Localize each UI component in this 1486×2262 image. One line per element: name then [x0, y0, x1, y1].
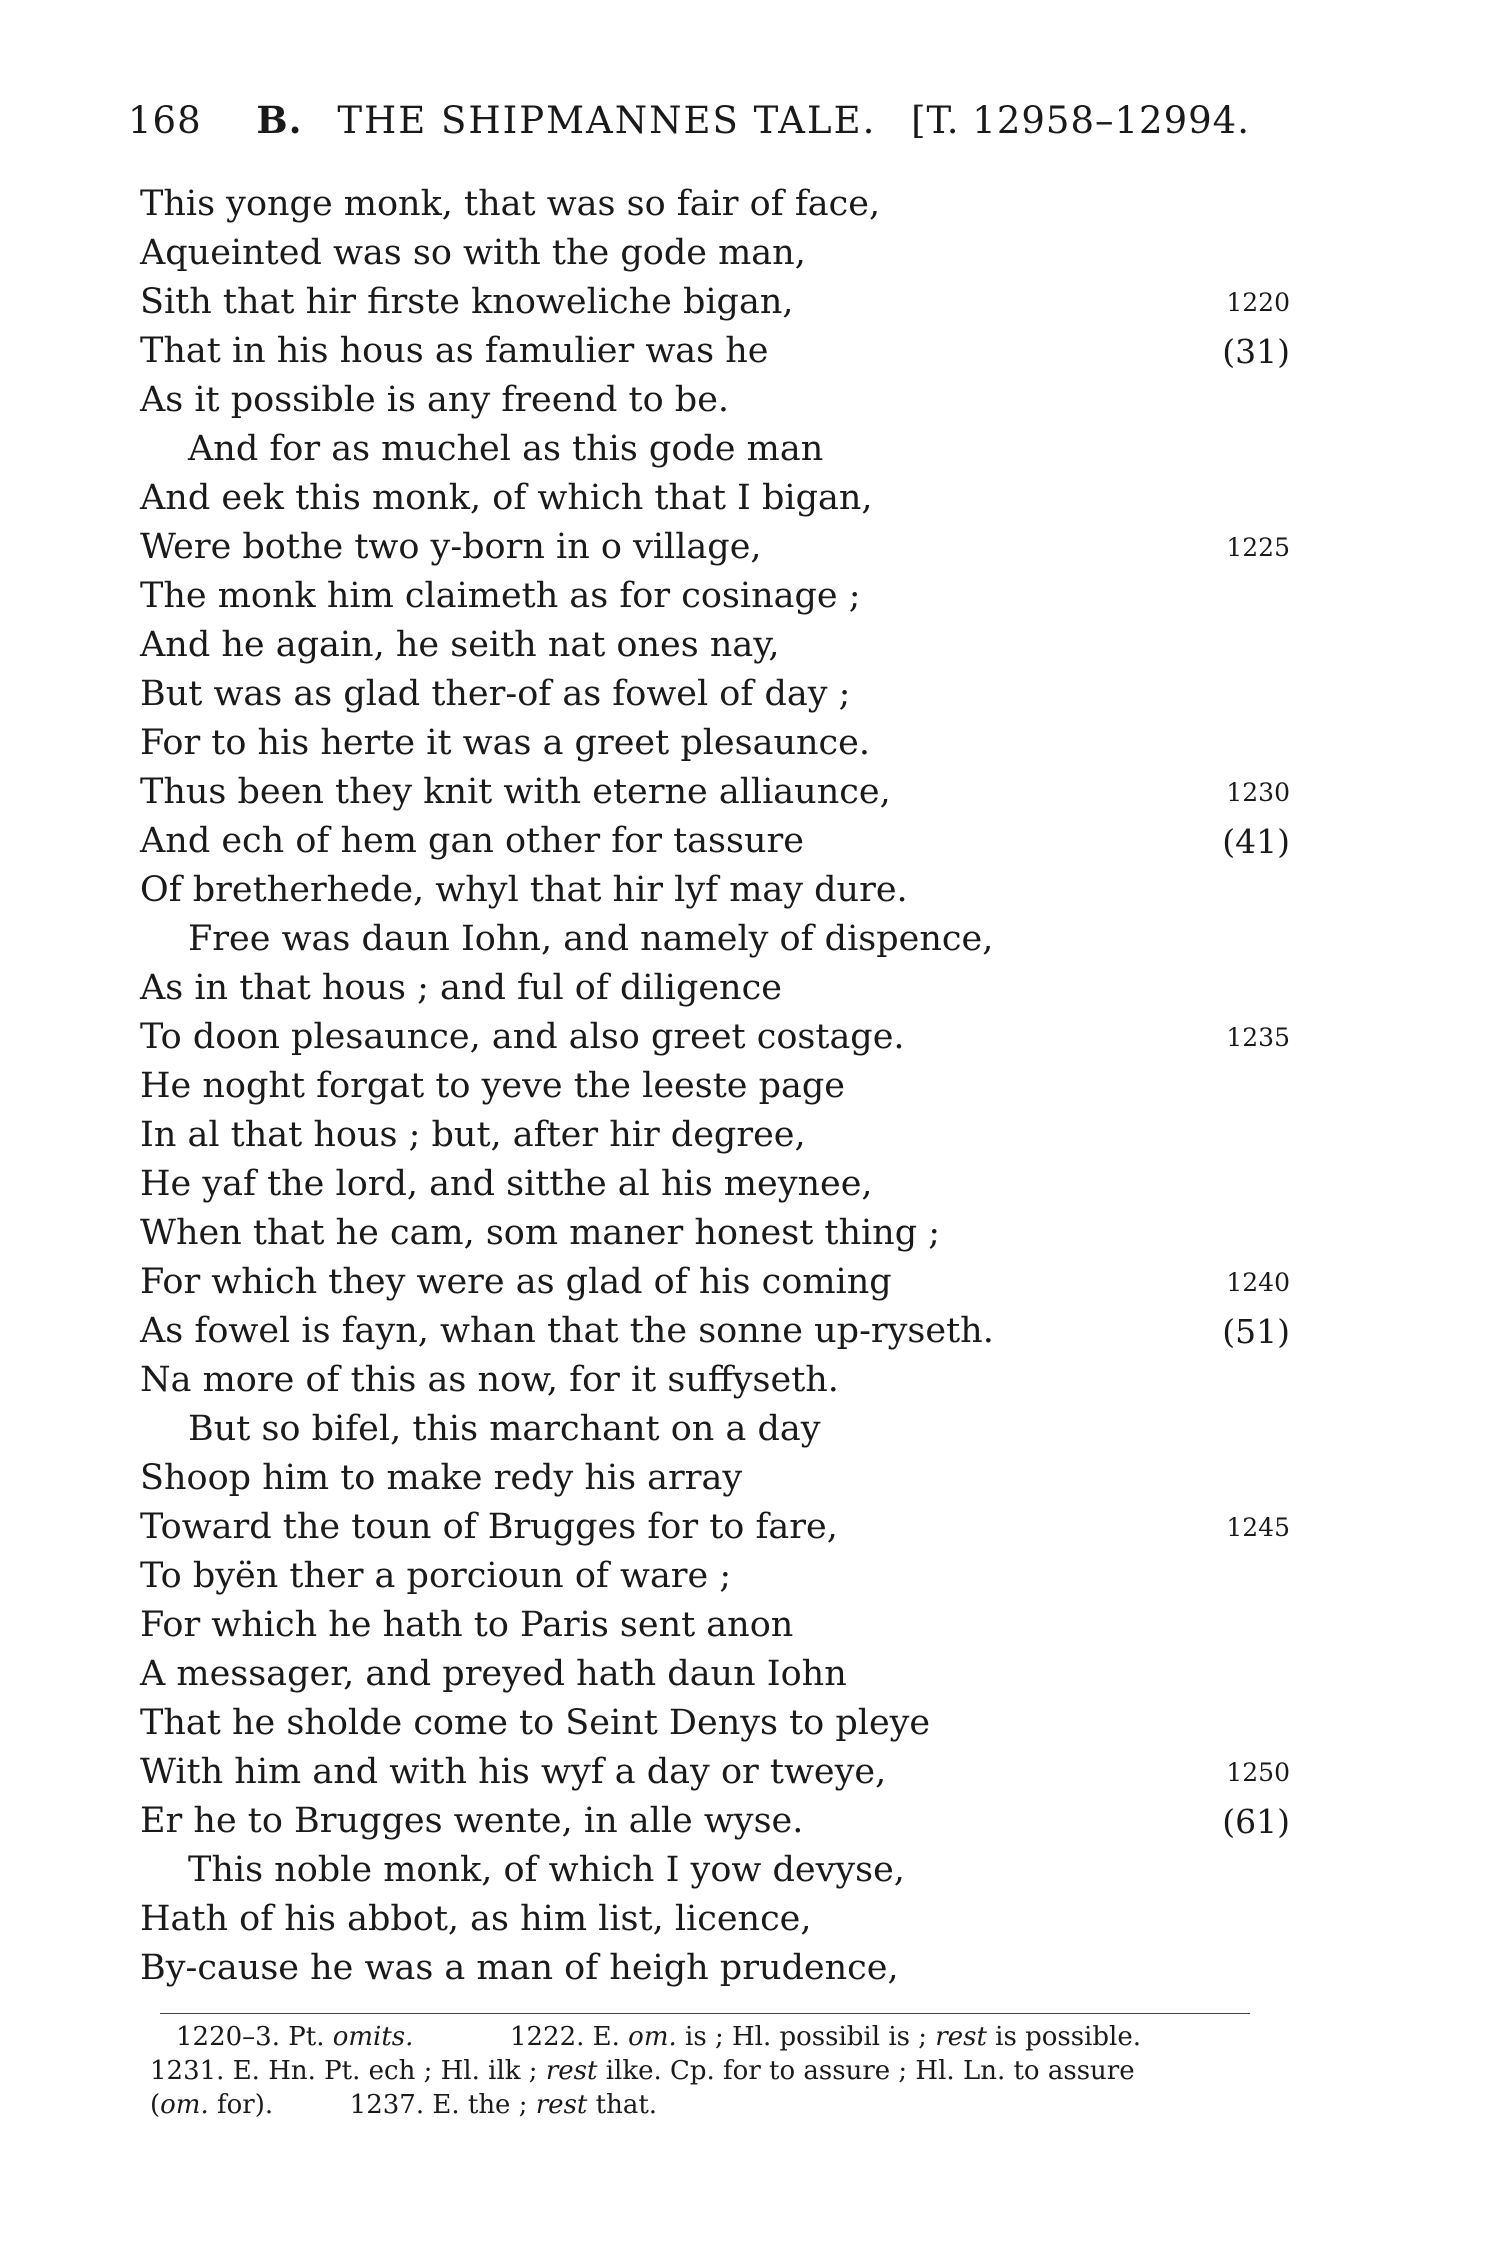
verse-text: When that he cam, som maner honest thing ;	[140, 1213, 941, 1253]
verse-line	[140, 278, 1290, 327]
note-ref: 1220–3.	[176, 2022, 280, 2052]
note-ref: 1231.	[150, 2056, 225, 2086]
line-number: 1250	[1226, 1758, 1290, 1787]
bracket-line-number: (51)	[1222, 1312, 1290, 1351]
verse-text: To byën ther a porcioun of ware ;	[140, 1556, 732, 1596]
running-header	[128, 98, 1268, 142]
verse-text: Shoop him to make redy his array	[140, 1458, 743, 1498]
verse-line	[140, 1405, 1290, 1454]
verse-text: This noble monk, of which I yow devyse,	[188, 1850, 905, 1890]
line-number: 1225	[1226, 533, 1290, 562]
verse-line	[140, 1454, 1290, 1503]
verse-line	[140, 425, 1290, 474]
verse-text: The monk him claimeth as for cosinage ;	[140, 576, 861, 616]
verse-line	[140, 327, 1290, 376]
section-letter: B.	[256, 98, 303, 142]
verse-line	[140, 621, 1290, 670]
verse-text: And for as muchel as this gode man	[188, 429, 824, 469]
verse-line	[140, 1944, 1290, 1993]
verse-text: With him and with his wyf a day or tweye,	[140, 1752, 887, 1792]
verse-line	[140, 1062, 1290, 1111]
poem-text	[140, 180, 1290, 1993]
verse-line	[140, 1356, 1290, 1405]
verse-line	[140, 1699, 1290, 1748]
note-text: is ; Hl. possibil is ;	[685, 2022, 928, 2052]
line-number: 1230	[1226, 778, 1290, 807]
verse-text: That he sholde come to Seint Denys to pleye	[140, 1703, 931, 1743]
verse-line	[140, 1013, 1290, 1062]
verse-line	[140, 964, 1290, 1013]
note-text: (	[150, 2090, 161, 2120]
verse-line	[140, 1601, 1290, 1650]
footnotes	[150, 2020, 1270, 2122]
verse-text: Er he to Brugges wente, in alle wyse.	[140, 1801, 804, 1841]
verse-line	[140, 1552, 1290, 1601]
verse-text: Free was daun Iohn, and namely of dispence,	[188, 919, 994, 959]
verse-line	[140, 1209, 1290, 1258]
footnote-line	[150, 2088, 1270, 2122]
line-number: 1220	[1226, 288, 1290, 317]
verse-text: But was as glad ther-of as fowel of day ;	[140, 674, 851, 714]
verse-text: As it possible is any freend to be.	[140, 380, 730, 420]
verse-text: And ech of hem gan other for tassure	[140, 821, 804, 861]
verse-line	[140, 1160, 1290, 1209]
verse-line	[140, 817, 1290, 866]
note-italic: rest	[935, 2022, 987, 2052]
note-text: is possible.	[995, 2022, 1141, 2052]
verse-text: For which they were as glad of his coming	[140, 1262, 892, 1302]
verse-text: This yonge monk, that was so fair of face,	[140, 184, 881, 224]
verse-line	[140, 376, 1290, 425]
verse-text: He yaf the lord, and sitthe al his meynee,	[140, 1164, 873, 1204]
verse-text: Aqueinted was so with the gode man,	[140, 233, 806, 273]
verse-line	[140, 474, 1290, 523]
verse-text: In al that hous ; but, after hir degree,	[140, 1115, 806, 1155]
note-text: Pt.	[288, 2022, 325, 2052]
verse-line	[140, 1111, 1290, 1160]
bracket-line-number: (41)	[1222, 822, 1290, 861]
verse-text: As fowel is fayn, whan that the sonne up-ryseth.	[140, 1311, 994, 1351]
verse-text: A messager, and preyed hath daun Iohn	[140, 1654, 847, 1694]
verse-text: That in his hous as famulier was he	[140, 331, 769, 371]
verse-line	[140, 572, 1290, 621]
verse-line	[140, 1258, 1290, 1307]
verse-text: And he again, he seith nat ones nay,	[140, 625, 780, 665]
verse-line	[140, 1895, 1290, 1944]
note-italic: rest	[535, 2090, 588, 2120]
verse-line	[140, 866, 1290, 915]
verse-text: But so bifel, this marchant on a day	[188, 1409, 821, 1449]
note-text: E. the ;	[432, 2090, 528, 2120]
footnote-line	[150, 2054, 1270, 2088]
footnote-rule	[160, 2013, 1250, 2014]
verse-text: As in that hous ; and ful of diligence	[140, 968, 782, 1008]
verse-line	[140, 719, 1290, 768]
note-italic: rest	[545, 2056, 598, 2086]
verse-text: Hath of his abbot, as him list, licence,	[140, 1899, 812, 1939]
note-italic: om.	[160, 2090, 209, 2120]
page-number: 168	[128, 99, 202, 142]
note-text: E. Hn. Pt. ech ; Hl. ilk ;	[232, 2056, 538, 2086]
verse-text: He noght forgat to yeve the leeste page	[140, 1066, 846, 1106]
verse-text: To doon plesaunce, and also greet costage.	[140, 1017, 905, 1057]
verse-line	[140, 180, 1290, 229]
verse-line	[140, 1846, 1290, 1895]
note-italic: omits.	[332, 2022, 414, 2052]
verse-line	[140, 670, 1290, 719]
footnote-line	[150, 2020, 1270, 2054]
verse-text: Na more of this as now, for it suffyseth.	[140, 1360, 839, 1400]
note-text: ilke. Cp. for to assure ; Hl. Ln. to assure	[605, 2056, 1135, 2086]
verse-line	[140, 1797, 1290, 1846]
note-text: that.	[595, 2090, 658, 2120]
note-ref: 1237.	[349, 2090, 425, 2120]
verse-text: Toward the toun of Brugges for to fare,	[140, 1507, 838, 1547]
line-number: 1240	[1226, 1268, 1290, 1297]
verse-line	[140, 229, 1290, 278]
verse-text: By-cause he was a man of heigh prudence,	[140, 1948, 899, 1988]
verse-line	[140, 915, 1290, 964]
note-italic: om.	[628, 2022, 677, 2052]
bracket-line-number: (31)	[1222, 332, 1290, 371]
bracket-line-number: (61)	[1222, 1802, 1290, 1841]
verse-line	[140, 1650, 1290, 1699]
note-text: for).	[217, 2090, 274, 2120]
verse-line	[140, 523, 1290, 572]
verse-line	[140, 1748, 1290, 1797]
verse-line	[140, 768, 1290, 817]
note-ref: 1222.	[509, 2022, 585, 2052]
verse-text: For which he hath to Paris sent anon	[140, 1605, 794, 1645]
verse-line	[140, 1503, 1290, 1552]
verse-text: Sith that hir firste knoweliche bigan,	[140, 282, 794, 322]
verse-text: Of bretherhede, whyl that hir lyf may dure.	[140, 870, 908, 910]
line-reference: [T. 12958–12994.	[911, 99, 1250, 142]
verse-text: And eek this monk, of which that I bigan,	[140, 478, 873, 518]
verse-text: Thus been they knit with eterne alliaunce,	[140, 772, 891, 812]
note-text: E.	[592, 2022, 620, 2052]
verse-text: For to his herte it was a greet plesaunce.	[140, 723, 870, 763]
line-number: 1235	[1226, 1023, 1290, 1052]
verse-text: Were bothe two y-born in o village,	[140, 527, 762, 567]
tale-title: THE SHIPMANNES TALE.	[337, 99, 877, 142]
line-number: 1245	[1226, 1513, 1290, 1542]
verse-line	[140, 1307, 1290, 1356]
